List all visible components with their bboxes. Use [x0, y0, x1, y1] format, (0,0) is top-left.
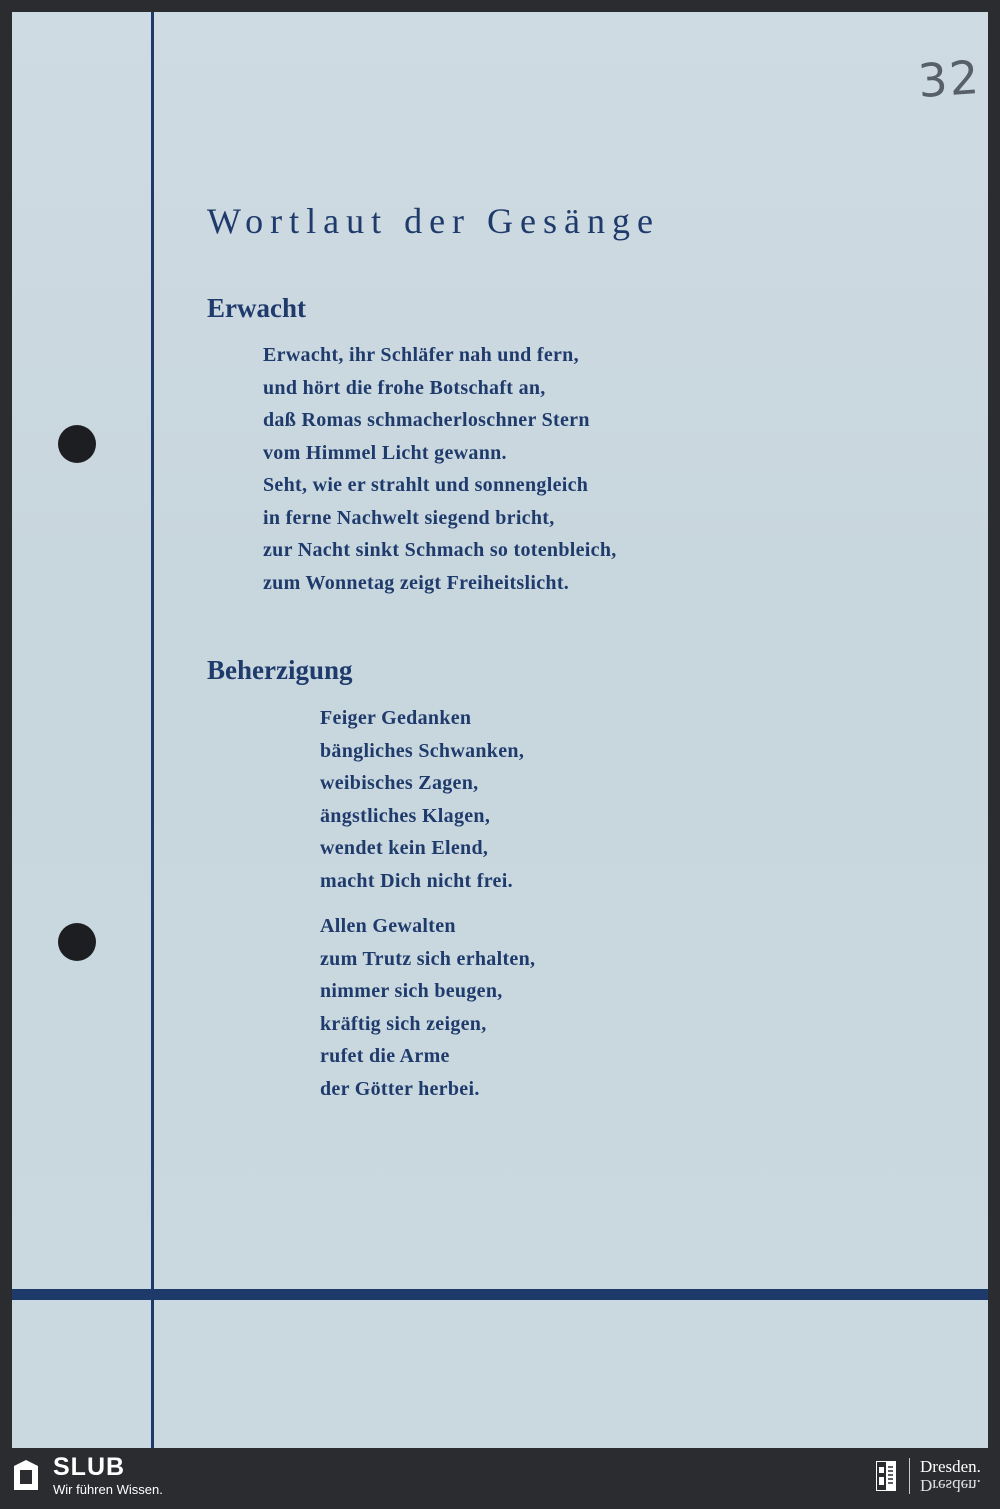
verse-line: Erwacht, ihr Schläfer nah und fern,	[263, 344, 579, 366]
verse-line: vom Himmel Licht gewann.	[263, 441, 507, 464]
verse-line: macht Dich nicht frei.	[320, 869, 513, 892]
verse-line: Feiger Gedanken	[320, 707, 472, 729]
verse-line: weibisches Zagen,	[320, 772, 479, 794]
punch-hole-bottom	[58, 923, 96, 961]
verse-line: Seht, wie er strahlt und sonnengleich	[263, 474, 589, 496]
verse-line: in ferne Nachwelt siegend bricht,	[263, 506, 555, 529]
verse-line: kräftig sich zeigen,	[320, 1012, 487, 1035]
slub-brand[interactable]: SLUB	[53, 1453, 126, 1481]
verse-line: nimmer sich beugen,	[320, 980, 503, 1002]
section-heading-erwacht: Erwacht	[207, 293, 306, 323]
footer-divider	[909, 1458, 910, 1494]
verse-line: zum Trutz sich erhalten,	[320, 947, 536, 970]
dresden-brand-reflection: Dresden.	[920, 1476, 981, 1495]
punch-hole-top	[58, 425, 96, 463]
dresden-crest-icon[interactable]	[876, 1461, 896, 1491]
vertical-margin-rule	[151, 12, 154, 1448]
verse-line: der Götter herbei.	[320, 1077, 480, 1100]
viewer-footer	[0, 1448, 1000, 1509]
verse-line: bängliches Schwanken,	[320, 739, 525, 762]
verse-line: rufet die Arme	[320, 1045, 450, 1067]
verse-line: daß Romas schmacherloschner Stern	[263, 409, 590, 431]
dresden-brand[interactable]: Dresden.	[920, 1457, 981, 1476]
stanza-beherzigung-2	[320, 910, 535, 1105]
section-heading-beherzigung: Beherzigung	[207, 655, 353, 685]
verse-line: zum Wonnetag zeigt Freiheitslicht.	[263, 571, 570, 594]
page-title: Wortlaut der Gesänge	[207, 201, 660, 241]
verse-line: wendet kein Elend,	[320, 837, 489, 859]
verse-line: ängstliches Klagen,	[320, 804, 491, 827]
slub-tagline: Wir führen Wissen.	[53, 1482, 163, 1497]
verse-line: und hört die frohe Botschaft an,	[263, 376, 546, 399]
verse-line: Allen Gewalten	[320, 915, 456, 937]
stanza-beherzigung-1	[320, 702, 524, 897]
handwritten-page-number: 32	[916, 49, 983, 109]
document-page	[12, 12, 988, 1448]
horizontal-footer-rule	[12, 1289, 988, 1300]
slub-logo-icon[interactable]	[12, 1460, 40, 1490]
stanza-erwacht	[263, 339, 617, 599]
verse-line: zur Nacht sinkt Schmach so totenbleich,	[263, 539, 617, 561]
